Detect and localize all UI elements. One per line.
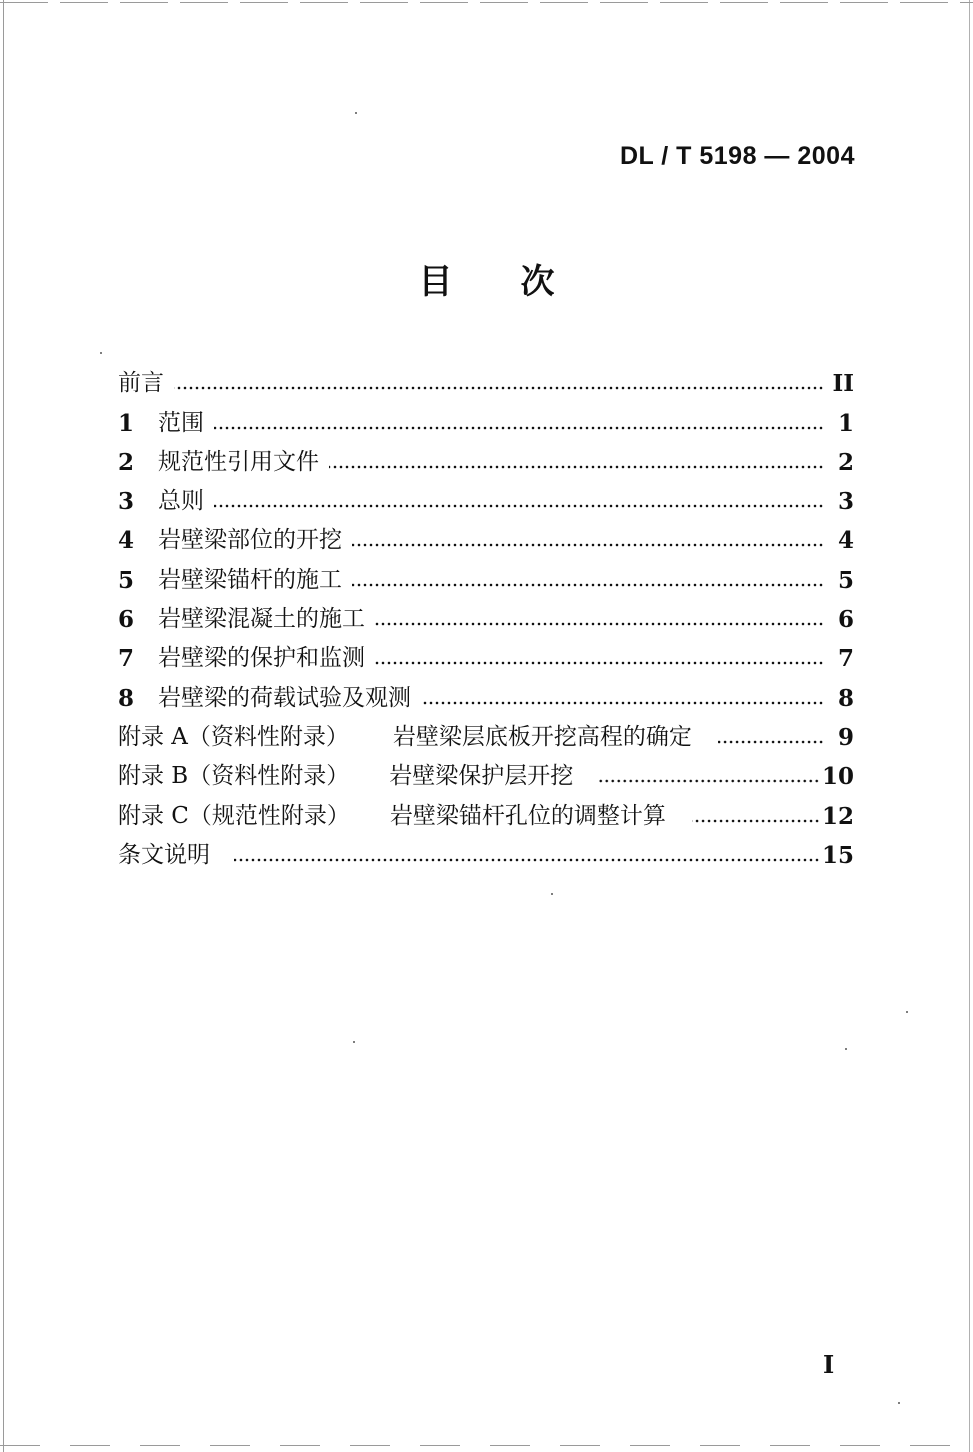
toc-entry-label: 规范性引用文件 [158,448,319,475]
page-edge-bottom [0,1445,973,1446]
toc-entry-label: 岩壁梁的荷载试验及观测 [158,684,411,711]
toc-entry-sublabel: 岩壁梁保护层开挖 [389,763,574,790]
toc-entry-label: 岩壁梁锚杆的施工 [158,566,342,593]
toc-entry-number: 1 [118,409,135,437]
toc-entry-page: 12 [821,802,854,830]
toc-entry-explanation[interactable] [118,830,854,869]
toc-entry-label: 附录 B（资料性附录） [118,763,350,790]
toc-entry-number: 6 [118,606,135,634]
toc-entry-label: 前言 [118,370,164,397]
toc-entry-chapter-8[interactable] [118,672,854,711]
scan-speck [353,1041,355,1043]
toc-entry-page: 3 [837,488,854,516]
toc-entry-chapter-1[interactable] [118,397,854,436]
toc-entry-page: 10 [821,763,854,791]
toc-entry-page: 9 [837,723,854,751]
toc-entry-page: 8 [837,684,854,712]
toc-entry-label: 条文说明 [118,841,210,868]
toc-leader-dots [718,740,824,744]
toc-leader-dots [352,543,824,547]
toc-entry-chapter-5[interactable] [118,554,854,593]
toc-entry-chapter-6[interactable] [118,594,854,633]
toc-entry-appendix-b[interactable] [118,751,854,790]
toc-entry-page: 2 [837,448,854,476]
scan-speck [355,112,357,114]
toc-leader-dots [599,779,820,783]
toc-entry-page: 7 [837,645,854,673]
toc-entry-label: 范围 [158,409,204,436]
toc-entry-page: II [832,370,854,398]
toc-entry-chapter-3[interactable] [118,476,854,515]
scan-speck [100,352,102,354]
toc-leader-dots [692,819,820,823]
toc-leader-dots [174,386,824,390]
table-of-contents [118,358,854,869]
toc-entry-chapter-7[interactable] [118,633,854,672]
toc-entry-number: 5 [118,566,135,594]
standard-number: DL / T 5198 — 2004 [619,142,855,170]
toc-leader-dots [214,504,824,508]
toc-leader-dots [214,426,824,430]
page-edge-left [3,0,4,1452]
toc-entry-page: 1 [837,409,854,437]
toc-entry-chapter-2[interactable] [118,437,854,476]
page-number: I [823,1350,835,1379]
toc-entry-page: 6 [837,606,854,634]
toc-entry-label: 岩壁梁部位的开挖 [158,527,342,554]
toc-entry-label: 岩壁梁混凝土的施工 [158,606,365,633]
toc-entry-label: 附录 A（资料性附录） [118,723,349,750]
toc-entry-appendix-c[interactable] [118,790,854,829]
toc-entry-sublabel: 岩壁梁层底板开挖高程的确定 [392,723,692,750]
page-title: 目次 [418,262,623,302]
toc-leader-dots [421,701,824,705]
toc-entry-label: 总则 [158,488,204,515]
toc-entry-number: 7 [118,645,135,673]
toc-entry-appendix-a[interactable] [118,712,854,751]
toc-entry-sublabel: 岩壁梁锚杆孔位的调整计算 [389,802,666,829]
page-edge-top [0,2,973,3]
toc-entry-page: 15 [821,841,854,869]
toc-leader-dots [375,622,824,626]
toc-entry-page: 5 [837,566,854,594]
toc-entry-label: 附录 C（规范性附录） [118,802,350,829]
page-edge-right [969,0,970,1452]
toc-entry-number: 3 [118,488,135,516]
scan-speck [551,893,553,895]
toc-entry-chapter-4[interactable] [118,515,854,554]
scan-speck [898,1402,900,1404]
toc-entry-number: 8 [118,684,135,712]
toc-entry-page: 4 [837,527,854,555]
toc-entry-foreword[interactable] [118,358,854,397]
toc-entry-number: 4 [118,527,135,555]
scan-speck [845,1048,847,1050]
toc-leader-dots [234,858,820,862]
toc-leader-dots [375,661,824,665]
scan-speck [906,1011,908,1013]
toc-entry-number: 2 [118,448,135,476]
toc-entry-label: 岩壁梁的保护和监测 [158,645,365,672]
toc-leader-dots [329,465,824,469]
toc-leader-dots [352,583,824,587]
